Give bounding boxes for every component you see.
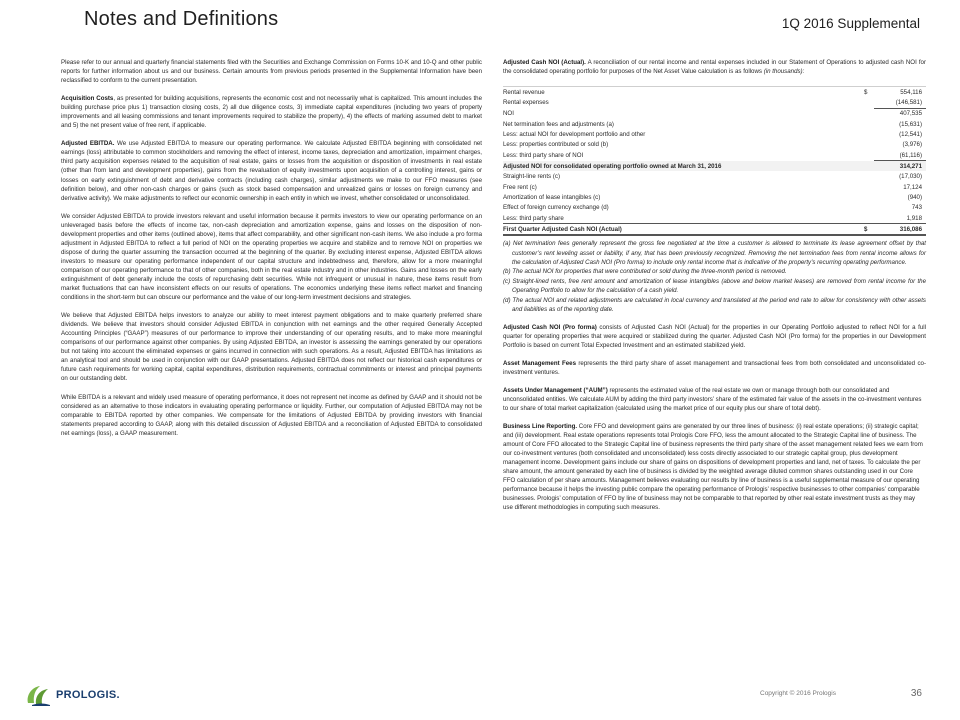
table-row: [503, 161, 926, 172]
currency-symbol: $: [864, 87, 874, 98]
cash-noi-units: (in thousands):: [763, 68, 805, 76]
table-row: [503, 224, 926, 236]
row-value: 743: [911, 204, 922, 212]
aum-text: represents the estimated value of the real estate we own or manage through both our consolidated and unconsolidated entities. We calculate AUM by adding the third party investors’ share of the estimated fair value of the assets in the co-investment ventures to our share of total market capitalization (calculated using the market price of our equity plus our share of total debt).: [503, 386, 922, 412]
business-line-text: Core FFO and development gains are generated by our three lines of business: (i) real estate operations; (ii) strategic capital; and (iii) development. Real estate operations represents total Prologis Core FFO, less the amount allocated to the Strategic Capital line of business. The amount of Core FFO allocated to the Strategic Capital line of business represents the third party share of the asset management related fees we earn from our co-investment ventures (both consolidated and unconsolidated) less costs directly associated to our strategic capital group, plus development management income. Development gains include our share of gains on dispositions of development properties and land, net of taxes. To calculate the per share amount, the amount generated by each line of business is divided by the weighted average diluted common shares outstanding used in our Core FFO calculation of per share amounts. Management believes evaluating our results by line of business is a useful supplemental measure of our operating performance because it helps the investing public compare the operating performance of Prologis’ respective businesses to other companies’ comparable businesses. Prologis’ computation of FFO by line of business may not be comparable to that reported by other real estate investment trusts as they may use different methodologies in computing such measures.: [503, 423, 923, 512]
left-column: [61, 58, 482, 447]
currency-symbol: [864, 213, 874, 224]
currency-symbol: [864, 171, 874, 181]
row-value: 407,535: [899, 110, 922, 118]
row-label: Less: third party share: [503, 214, 564, 222]
asset-management-fees-paragraph: [503, 359, 926, 377]
row-value: (940): [907, 193, 922, 201]
footnote-a: (a) Net termination fees generally represent the gross fee negotiated at the time a customer is allowed to terminate its lease agreement offset by that customer’s rent leveling asset or liability, if any, that has been previously recognized. Removing the net termination fees from rental income allows for the calculation of Adjusted Cash NOI (Pro forma) to include only rental income that is indicative of the property’s recurring operating performance.: [503, 240, 926, 266]
table-footnotes: [503, 239, 926, 313]
ebitda-paragraph-2: We consider Adjusted EBITDA to provide investors relevant and useful information because it permits investors to view our operating performance on an unleveraged basis before the effects of income tax, non-cash depreciation and amortization expense, gains and losses on the disposition of non-development properties and other items (outlined above), items that affect comparability, and other significant non-cash items. We also include a pro forma adjustment in Adjusted EBITDA to reflect a full period of NOI on the operating properties we acquire and stabilize and to remove NOI on properties we dispose of during the quarter assuming the transaction occurred at the beginning of the quarter. By excluding interest expense, Adjusted EBITDA allows investors to measure our operating performance independent of our capital structure and indebtedness and, therefore, allow for a more meaningful comparison of our operating performance to that of other companies, both in the real estate industry and in other industries. Gains and losses on the early extinguishment of debt generally include the costs of repurchasing debt securities. While not infrequent or unusual in nature, these items result from market fluctuations that can have inconsistent effects on our results of operations. The economics underlying these items reflect market and financing conditions in the short-term but can obscure our performance and the value of our long-term investment decisions and strategies.: [61, 212, 482, 302]
row-label: NOI: [503, 110, 514, 118]
table-row: [503, 192, 926, 202]
copyright: Copyright © 2016 Prologis: [760, 690, 836, 697]
adjusted-ebitda-text: We use Adjusted EBITDA to measure our operating performance. We calculate Adjusted EBITDA beginning with consolidated net earnings (loss) attributable to common stockholders and removing the effect of interest, income taxes, depreciation and amortization, impairment charges, third party acquisition expenses related to the acquisition of real estate, gains or losses from the acquisition or disposition of investments in real estate (other than from land and development properties), gains from the revaluation of equity investments upon acquisition of a controlling interest, gains or losses on early extinguishment of debt and derivative contracts (including cash charges), similar adjustments we make to our FFO measures (see definition below), and other non-cash charges or gains (such as stock based compensation and unrealized gains or losses on foreign currency and derivative activity). We make adjustments to reflect our economic ownership in each entity in which we invest, whether consolidated or unconsolidated.: [61, 140, 482, 202]
acquisition-costs-paragraph: [61, 94, 482, 130]
currency-symbol: [864, 150, 874, 161]
footnote-d: (d) The actual NOI and related adjustments are calculated in local currency and translated at the period end rate to allow for consistency with other assets and liabilities as of the reporting date.: [503, 296, 926, 313]
page-title: Notes and Definitions: [84, 8, 279, 30]
row-value: 316,086: [874, 224, 926, 236]
adjusted-ebitda-term: Adjusted EBITDA.: [61, 140, 115, 148]
business-line-paragraph: [503, 422, 926, 512]
row-value: (12,541): [899, 130, 922, 138]
currency-symbol: [864, 119, 874, 129]
page-number: 36: [910, 688, 922, 699]
footnote-c: (c) Straight-lined rents, free rent amount and amortization of lease intangibles (above and below market leases) are removed from rental income for the Operating Portfolio to allow for the calculation of a cash yield.: [503, 277, 926, 294]
row-label: Less: third party share of NOI: [503, 152, 584, 160]
currency-symbol: [864, 108, 874, 119]
aum-term: Assets Under Management (“AUM”): [503, 386, 608, 394]
row-label: Rental revenue: [503, 87, 864, 98]
asset-management-fees-term: Asset Management Fees: [503, 359, 577, 367]
pro-forma-term: Adjusted Cash NOI (Pro forma): [503, 323, 597, 331]
right-column: [503, 58, 926, 521]
cash-noi-text: A reconciliation of our rental income and rental expenses included in our Statement of Operations to adjusted cash NOI for the consolidated operating portfolio for purposes of the Net Asset Value calculation is as follows: [503, 59, 926, 76]
table-row: [503, 150, 926, 161]
currency-symbol: [864, 161, 874, 172]
row-label: Net termination fees and adjustments (a): [503, 120, 614, 128]
currency-symbol: $: [864, 224, 874, 236]
row-value: (146,581): [874, 97, 926, 108]
aum-paragraph: [503, 386, 926, 413]
page-header: [0, 0, 960, 46]
table-row: [503, 97, 926, 108]
pro-forma-text: consists of Adjusted Cash NOI (Actual) for the properties in our Operating Portfolio adjusted to reflect NOI for a full quarter for operating properties that were acquired or stabilized during the quarter. Adjusted Cash NOI (Pro forma) for the properties in our Development Portfolio is based on current Total Expected Investment and an estimated stabilized yield.: [503, 323, 926, 349]
table-row: [503, 87, 926, 98]
supplemental-label: 1Q 2016 Supplemental: [781, 16, 920, 31]
row-label: Effect of foreign currency exchange (d): [503, 204, 609, 212]
row-label: Rental expenses: [503, 99, 549, 107]
row-value: 314,271: [874, 161, 926, 172]
business-line-term: Business Line Reporting.: [503, 423, 578, 430]
currency-symbol: [864, 203, 874, 213]
table-row: [503, 182, 926, 192]
table-row: [503, 108, 926, 119]
table-row: [503, 129, 926, 139]
currency-symbol: [864, 140, 874, 150]
acquisition-costs-text: , as presented for building acquisitions, represents the economic cost and not necessarily what is capitalized. This amount includes the building purchase price plus 1) transaction closing costs, 2) all due diligence costs, 3) immediate capital expenditures (including two years of property improvements and all leasing commissions and tenant improvements required to stabilize the property), 4) the effects of marking assumed debt to market and 5) the net present value of free rent, if applicable.: [61, 95, 483, 130]
table-row: [503, 171, 926, 181]
row-value: (17,030): [899, 173, 922, 181]
row-label: Free rent (c): [503, 183, 537, 191]
row-value: 554,116: [874, 87, 926, 98]
row-label: Less: actual NOI for development portfolio and other: [503, 130, 646, 138]
table-row: [503, 140, 926, 150]
intro-paragraph: Please refer to our annual and quarterly financial statements filed with the Securities and Exchange Commission on Forms 10-K and 10-Q and other public reports for further information about us and our business. Certain amounts from previous periods presented in the Supplemental Information have been reclassified to conform to the current presentation.: [61, 59, 482, 85]
pro-forma-paragraph: [503, 323, 926, 350]
prologis-logo-mark-icon: [24, 683, 52, 707]
cash-noi-reconciliation-table: [503, 86, 926, 236]
currency-symbol: [864, 192, 874, 202]
asset-management-fees-text: represents the third party share of asset management and transactional fees from both consolidated and unconsolidated co-investment ventures.: [503, 359, 927, 376]
row-label: Less: properties contributed or sold (b): [503, 141, 609, 149]
table-row: [503, 119, 926, 129]
row-value: (3,976): [902, 141, 922, 149]
table-row: [503, 203, 926, 213]
acquisition-costs-term: Acquisition Costs: [61, 95, 114, 103]
cash-noi-paragraph: [503, 58, 926, 76]
adjusted-ebitda-paragraph: [61, 139, 482, 202]
row-value: (15,631): [899, 120, 922, 128]
row-label: Straight-line rents (c): [503, 173, 560, 181]
currency-symbol: [864, 97, 874, 108]
row-label: Adjusted NOI for consolidated operating portfolio owned at March 31, 2016: [503, 161, 864, 172]
row-label: First Quarter Adjusted Cash NOI (Actual): [503, 224, 864, 236]
currency-symbol: [864, 182, 874, 192]
table-row: [503, 213, 926, 224]
header-divider: [0, 42, 960, 43]
ebitda-paragraph-4: While EBITDA is a relevant and widely used measure of operating performance, it does not represent net income as defined by GAAP and it should not be considered as an alternative to those indicators in evaluating operating performance or liquidity. Further, our computation of Adjusted EBITDA may not be comparable to EBITDA reported by other companies. We compensate for the limitations of Adjusted EBITDA by providing investors with financial statements prepared according to GAAP, along with this detailed discussion of Adjusted EBITDA and a reconciliation of Adjusted EBITDA to consolidated net earnings (loss), a GAAP measurement.: [61, 393, 482, 437]
cash-noi-term: Adjusted Cash NOI (Actual).: [503, 59, 586, 66]
logo-wordmark: PROLOGIS.: [56, 689, 120, 701]
currency-symbol: [864, 129, 874, 139]
prologis-logo: [14, 683, 124, 707]
ebitda-paragraph-3: We believe that Adjusted EBITDA helps investors to analyze our ability to meet interest payment obligations and to make quarterly preferred share dividends. We believe that investors should consider Adjusted EBITDA in conjunction with net earnings and the other required Generally Accepted Accounting Principles (“GAAP”) measures of our performance to improve their understanding of our operating results, and to make more meaningful comparisons of our performance against other companies. By using Adjusted EBITDA, an investor is assessing the earnings generated by our operations but not taking into account the eliminated expenses or gains incurred in connection with such operations. As a result, Adjusted EBITDA has limitations as an analytical tool and should be used in conjunction with our GAAP presentations. Adjusted EBITDA does not reflect our historical cash expenditures or future cash requirements for working capital, capital expenditures, distribution requirements, contractual commitments or interest and principal payments on our outstanding debt.: [61, 312, 482, 383]
row-label: Amortization of lease intangibles (c): [503, 193, 601, 201]
row-value: 1,918: [906, 214, 922, 222]
row-value: 17,124: [903, 183, 922, 191]
footnote-b: (b) The actual NOI for properties that were contributed or sold during the three-month period is removed.: [503, 268, 787, 276]
row-value: (61,116): [874, 150, 926, 161]
